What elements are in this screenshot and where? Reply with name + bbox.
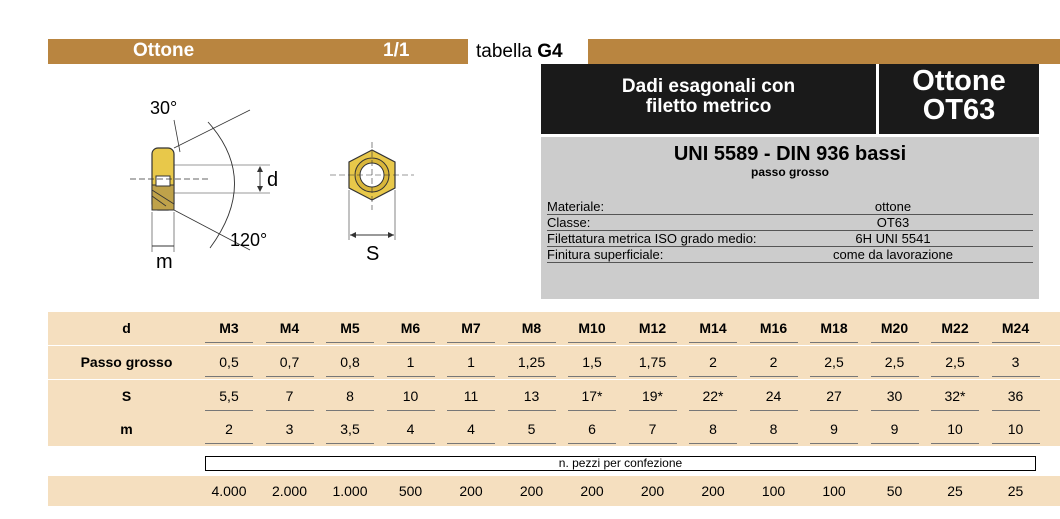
pack-row <box>48 476 1060 506</box>
table-cell: 27 <box>813 380 855 413</box>
table-row <box>48 380 1060 413</box>
spec-row <box>547 247 1033 263</box>
table-cell: 4 <box>390 413 432 446</box>
header-bar <box>48 39 1060 64</box>
table-cell: 8 <box>753 413 795 446</box>
spec-row <box>547 215 1033 231</box>
header-scale: 1/1 <box>383 40 410 61</box>
row-header: Passo grosso <box>80 354 173 370</box>
table-cell: 13 <box>511 380 553 413</box>
table-cell: M12 <box>632 312 674 345</box>
table-cell: 1 <box>450 346 492 379</box>
product-title-line2: filetto metrico <box>645 96 772 117</box>
table-cell: M16 <box>753 312 795 345</box>
table-cell: 5,5 <box>208 380 250 413</box>
pack-cell: 50 <box>886 483 903 499</box>
pack-cell: 4.000 <box>211 483 247 499</box>
pack-cell: 200 <box>519 483 544 499</box>
spec-box <box>541 137 1039 299</box>
pack-cell: 200 <box>580 483 604 499</box>
table-cell: 3 <box>269 413 311 446</box>
table-cell: 0,8 <box>329 346 371 379</box>
table-cell: 0,7 <box>269 346 311 379</box>
row-header: m <box>120 421 133 437</box>
table-cell: 2,5 <box>934 346 976 379</box>
angle-30-label: 30° <box>150 98 178 118</box>
table-cell: M18 <box>813 312 855 345</box>
material-title-line1: Ottone <box>912 65 1006 97</box>
product-title-line1: Dadi esagonali con <box>621 76 796 97</box>
table-row <box>48 346 1060 379</box>
table-cell: 1 <box>390 346 432 379</box>
pack-cell: 25 <box>1007 483 1024 499</box>
table-cell: 17* <box>571 380 613 413</box>
pack-cell: 2.000 <box>271 483 308 499</box>
hex-nut-drawing <box>100 90 440 290</box>
table-cell: M10 <box>571 312 613 345</box>
table-cell: 8 <box>329 380 371 413</box>
table-cell: 11 <box>450 380 492 413</box>
table-cell: 5 <box>511 413 553 446</box>
table-cell: M8 <box>511 312 553 345</box>
table-cell: 22* <box>692 380 734 413</box>
table-cell: 7 <box>269 380 311 413</box>
table-cell: 1,5 <box>571 346 613 379</box>
table-cell: 10 <box>390 380 432 413</box>
table-cell: 6 <box>571 413 613 446</box>
tabella-prefix: tabella <box>476 41 532 62</box>
table-cell: 1,75 <box>632 346 674 379</box>
product-title <box>541 64 876 134</box>
spec-value: 6H UNI 5541 <box>855 231 931 246</box>
nut-side-view <box>130 98 278 273</box>
dim-d-label: d <box>267 169 279 191</box>
pack-label: n. pezzi per confezione <box>205 456 1036 471</box>
table-row <box>48 413 1060 446</box>
spec-label: Materiale: <box>547 199 605 214</box>
table-cell: 24 <box>753 380 795 413</box>
table-cell: 2 <box>753 346 795 379</box>
table-cell: 2 <box>208 413 250 446</box>
table-cell: 36 <box>995 380 1037 413</box>
table-cell: 9 <box>813 413 855 446</box>
table-cell: 3 <box>995 346 1037 379</box>
norm-title: UNI 5589 - DIN 936 bassi <box>673 143 907 165</box>
angle-120-label: 120° <box>230 230 268 250</box>
table-cell: M5 <box>329 312 371 345</box>
table-cell: 8 <box>692 413 734 446</box>
spec-label: Classe: <box>547 215 591 230</box>
table-cell: 4 <box>450 413 492 446</box>
pack-cell: 200 <box>459 483 483 499</box>
pitch-subtitle: passo grosso <box>750 165 830 179</box>
table-cell: 10 <box>934 413 976 446</box>
table-cell: 2,5 <box>874 346 916 379</box>
table-cell: M14 <box>692 312 734 345</box>
table-cell: M6 <box>390 312 432 345</box>
table-cell: 2,5 <box>813 346 855 379</box>
tabella-code: G4 <box>537 41 563 62</box>
spec-value: ottone <box>874 199 912 214</box>
material-title-line2: OT63 <box>922 94 996 126</box>
table-cell: M3 <box>208 312 250 345</box>
table-cell: 2 <box>692 346 734 379</box>
header-tabella <box>468 39 588 64</box>
spec-label: Filettatura metrica ISO grado medio: <box>547 231 757 246</box>
table-cell: 19* <box>632 380 674 413</box>
table-row <box>48 312 1060 345</box>
spec-row <box>547 231 1033 247</box>
spec-label: Finitura superficiale: <box>547 247 664 262</box>
table-cell: M22 <box>934 312 976 345</box>
pack-cell: 200 <box>640 483 665 499</box>
pack-cell: 500 <box>398 483 423 499</box>
table-cell: 1,25 <box>511 346 553 379</box>
pack-cell: 200 <box>701 483 725 499</box>
table-cell: 32* <box>934 380 976 413</box>
pack-cell: 100 <box>822 483 846 499</box>
row-header: d <box>122 320 131 336</box>
pack-cell: 25 <box>947 483 963 499</box>
dim-s-label: S <box>366 243 380 265</box>
nut-front-view <box>330 142 414 265</box>
table-cell: M4 <box>269 312 311 345</box>
header-material: Ottone <box>133 40 195 61</box>
table-cell: 7 <box>632 413 674 446</box>
table-cell: M24 <box>995 312 1037 345</box>
table-cell: M7 <box>450 312 492 345</box>
table-cell: M20 <box>874 312 916 345</box>
table-cell: 10 <box>995 413 1037 446</box>
dim-m-label: m <box>156 251 173 273</box>
pack-cell: 100 <box>761 483 786 499</box>
pack-cell: 1.000 <box>332 483 368 499</box>
table-cell: 0,5 <box>208 346 250 379</box>
table-cell: 30 <box>874 380 916 413</box>
spec-value: come da lavorazione <box>833 247 953 262</box>
spec-row <box>547 199 1033 215</box>
spec-value: OT63 <box>876 215 910 230</box>
table-cell: 3,5 <box>329 413 371 446</box>
row-header: S <box>121 388 132 404</box>
table-cell: 9 <box>874 413 916 446</box>
material-title <box>879 64 1039 134</box>
